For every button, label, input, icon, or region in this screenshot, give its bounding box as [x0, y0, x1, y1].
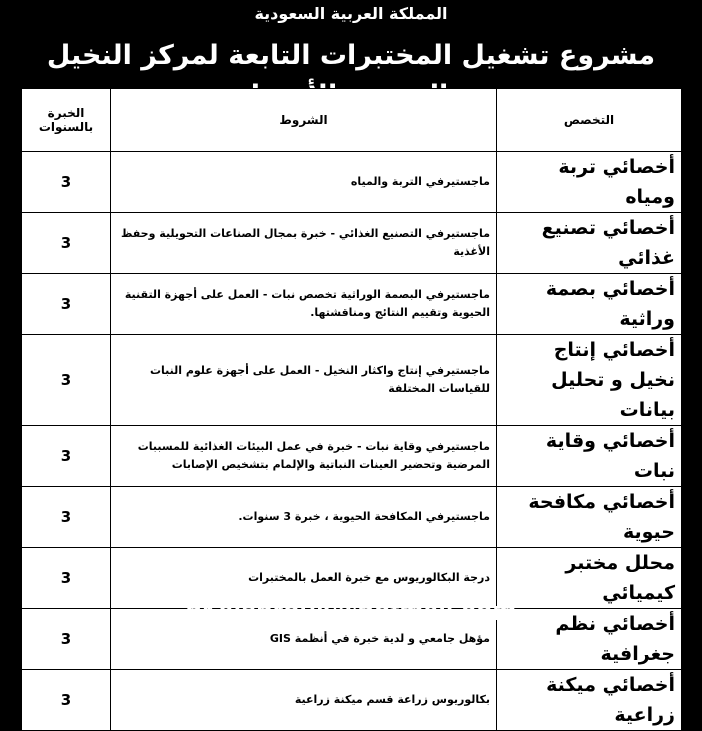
years-header: الخبرة بالسنوات [22, 89, 111, 152]
specialty-cell: أخصائي تصنيع غذائي [497, 213, 682, 274]
conditions-cell: ماجستيرفي التصنيع الغذائي - خبرة بمجال الصناعات التحويلية وحفظ الأغذية [111, 213, 497, 274]
specialty-cell: أخصائي إنتاج نخيل و تحليل بيانات [497, 335, 682, 426]
table-row [22, 487, 682, 548]
specialty-cell: أخصائي ميكنة زراعية [497, 670, 682, 731]
specialty-cell: محلل مختبر كيميائي [497, 548, 682, 609]
conditions-cell: ماجستيرفي البصمة الوراثية تخصص نبات - العمل على أجهزة التقنية الحيوية وتقييم النتائج ومناقشتها. [111, 274, 497, 335]
table-row [22, 213, 682, 274]
country-heading: المملكة العربية السعودية [254, 4, 448, 23]
conditions-header: الشروط [111, 89, 497, 152]
specialty-cell: أخصائي وقاية نبات [497, 426, 682, 487]
specialty-header: التخصص [497, 89, 682, 152]
conditions-cell: مؤهل جامعي و لدية خبرة في أنظمة GIS [111, 609, 497, 670]
table-row [22, 152, 682, 213]
years-cell: 3 [22, 152, 111, 213]
specialty-cell: أخصائي نظم جغرافية [497, 609, 682, 670]
conditions-cell: ماجستيرفي وقاية نبات - خبرة في عمل البيئات الغذائية للمسببات المرضية وتحضير العينات النباتية والإلمام بتشخيص الإصابات [111, 426, 497, 487]
years-cell: 3 [22, 670, 111, 731]
specialty-cell: أخصائي مكافحة حيوية [497, 487, 682, 548]
jobs-table [21, 88, 682, 731]
years-cell: 3 [22, 274, 111, 335]
conditions-cell: ماجستيرفي إنتاج واكثار النخيل - العمل على أجهزة علوم النبات للقياسات المختلفة [111, 335, 497, 426]
project-title: مشروع تشغيل المختبرات التابعة لمركز النخيل [46, 40, 656, 71]
table-row [22, 670, 682, 731]
table-row [22, 274, 682, 335]
specialty-cell: أخصائي بصمة وراثية [497, 274, 682, 335]
years-cell: 3 [22, 487, 111, 548]
specialty-cell: أخصائي تربة ومياه [497, 152, 682, 213]
years-cell: 3 [22, 335, 111, 426]
years-cell: 3 [22, 609, 111, 670]
years-cell: 3 [22, 213, 111, 274]
contact-email[interactable]: hr.alshrouk@hotmail.com [185, 596, 517, 626]
conditions-cell: درجة البكالوريوس مع خبرة العمل بالمختبرات [111, 548, 497, 609]
conditions-cell: بكالوريوس زراعة قسم ميكنة زراعية [111, 670, 497, 731]
years-cell: 3 [22, 426, 111, 487]
years-cell: 3 [22, 548, 111, 609]
table-row [22, 426, 682, 487]
conditions-cell: ماجستيرفي المكافحة الحيوية ، خبرة 3 سنوات. [111, 487, 497, 548]
conditions-cell: ماجستيرفي التربة والمياه [111, 152, 497, 213]
table-row [22, 335, 682, 426]
table-header-row [22, 89, 682, 152]
